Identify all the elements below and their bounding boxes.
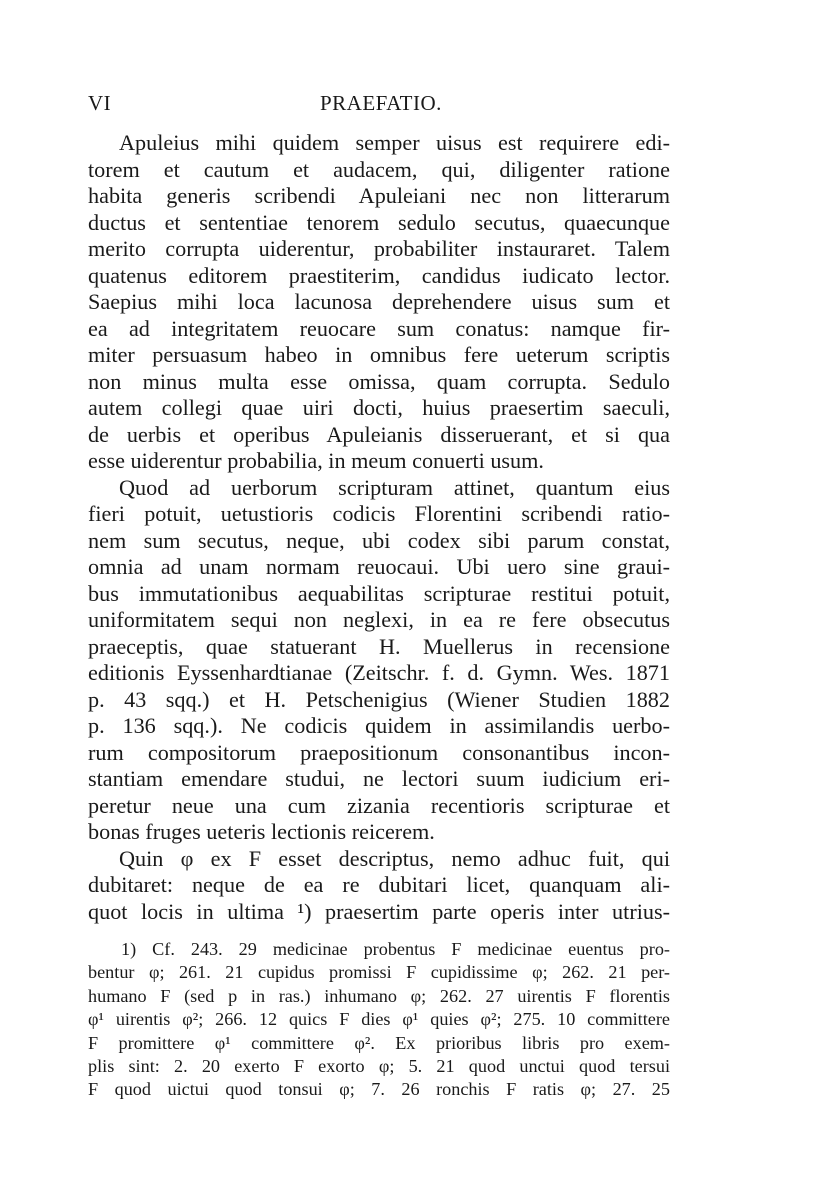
text-line: dubitaret: neque de ea re dubitari licet, quanquam ali- bbox=[88, 872, 670, 897]
text-line: nem sum secutus, neque, ubi codex sibi parum constat, bbox=[88, 527, 670, 553]
text-line: p. 43 sqq.) et H. Petschenigius (Wiener Studien 1882 bbox=[88, 686, 670, 712]
text-line: habita generis scribendi Apuleiani nec non litterarum bbox=[88, 183, 670, 208]
text-line: ductus et sententiae tenorem sedulo secutus, quaecunque bbox=[88, 209, 670, 235]
footnote-line: plis sint: 2. 20 exerto F exorto φ; 5. 21 quod unctui quod tersui bbox=[88, 1055, 670, 1076]
text-line: ea ad integritatem reuocare sum conatus: namque fir- bbox=[88, 315, 670, 341]
text-line: bus immutationibus aequabilitas scripturae restitui potuit, bbox=[88, 580, 670, 606]
footnote-line: F quod uictui quod tonsui φ; 7. 26 ronchis F ratis φ; 27. 25 bbox=[88, 1079, 670, 1100]
text-line: fieri potuit, uetustioris codicis Florentini scribendi ratio- bbox=[88, 501, 670, 526]
footnote-line: 1) Cf. 243. 29 medicinae probentus F medicinae euentus pro- bbox=[121, 939, 670, 959]
text-line: Apuleius mihi quidem semper uisus est requirere edi- bbox=[119, 130, 670, 155]
text-line: autem collegi quae uiri docti, huius praesertim saeculi, bbox=[88, 395, 670, 420]
text-line: non minus multa esse omissa, quam corrupta. Sedulo bbox=[88, 368, 670, 394]
text-line: de uerbis et operibus Apuleianis disseruerant, et si qua bbox=[88, 421, 670, 447]
text-line: miter persuasum habeo in omnibus fere ueterum scriptis bbox=[88, 342, 670, 367]
footnote-line: F promittere φ¹ committere φ². Ex prioribus libris pro exem- bbox=[88, 1032, 670, 1053]
text-line: praeceptis, quae statuerant H. Muellerus in recensione bbox=[88, 633, 670, 659]
text-line: quot locis in ultima ¹) praesertim parte operis inter utrius- bbox=[88, 898, 670, 924]
text-line: bonas fruges ueteris lectionis reicerem. bbox=[88, 819, 435, 844]
text-line: Quod ad uerborum scripturam attinet, quantum eius bbox=[119, 474, 670, 500]
text-line: p. 136 sqq.). Ne codicis quidem in assimilandis uerbo- bbox=[88, 713, 670, 738]
footnote-line: bentur φ; 261. 21 cupidus promissi F cupidissime φ; 262. 21 per- bbox=[88, 962, 670, 983]
text-line: rum compositorum praepositionum consonantibus incon- bbox=[88, 739, 670, 765]
page-number: VI bbox=[88, 91, 112, 115]
text-line: merito corrupta uiderentur, probabiliter instauraret. Talem bbox=[88, 236, 670, 261]
text-line: stantiam emendare studui, ne lectori suum iudicium eri- bbox=[88, 766, 670, 791]
footnotes bbox=[88, 938, 670, 1102]
running-title: PRAEFATIO. bbox=[320, 91, 442, 115]
main-text bbox=[88, 130, 670, 925]
text-line: omnia ad unam normam reuocaui. Ubi uero sine graui- bbox=[88, 554, 670, 579]
footnote-line: φ¹ uirentis φ²; 266. 12 quics F dies φ¹ quies φ²; 275. 10 committere bbox=[88, 1009, 670, 1030]
text-line: Saepius mihi loca lacunosa deprehendere uisus sum et bbox=[88, 289, 670, 314]
text-line: editionis Eyssenhardtianae (Zeitschr. f. d. Gymn. Wes. 1871 bbox=[88, 660, 670, 685]
text-line: peretur neue una cum zizania recentioris scripturae et bbox=[88, 792, 670, 818]
text-line: esse uiderentur probabilia, in meum conuerti usum. bbox=[88, 448, 544, 473]
text-line: torem et cautum et audacem, qui, diligenter ratione bbox=[88, 156, 670, 182]
text-line: quatenus editorem praestiterim, candidus iudicato lector. bbox=[88, 262, 670, 288]
text-line: uniformitatem sequi non neglexi, in ea re fere obsecutus bbox=[88, 607, 670, 632]
footnote-line: humano F (sed p in ras.) inhumano φ; 262. 27 uirentis F florentis bbox=[88, 985, 670, 1006]
text-line: Quin φ ex F esset descriptus, nemo adhuc fuit, qui bbox=[119, 845, 670, 871]
